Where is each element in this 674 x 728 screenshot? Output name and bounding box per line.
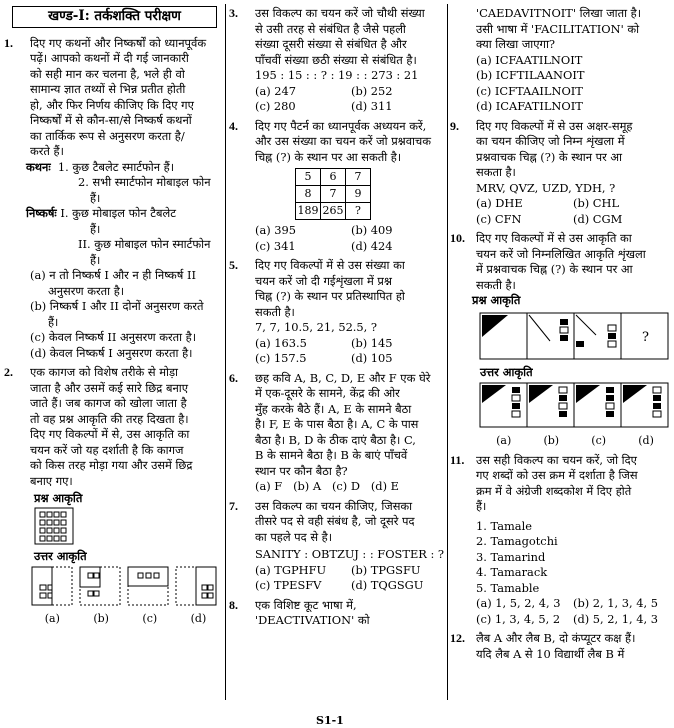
question-5 [229,258,447,367]
option-b-label[interactable]: (b) [543,434,560,447]
option-a[interactable]: (a) 247 [255,83,297,98]
q9-line: सकता है। [476,165,516,179]
option-d[interactable]: (d) 5, 2, 1, 4, 3 [573,611,659,626]
option-c[interactable]: (c) ICFTAAILNOIT [476,83,583,98]
q2-line: एक कागज को विशेष तरीके से मोड़ा [30,365,179,379]
statement-2-cont: हैं। [90,190,101,205]
q10-line: में प्रश्नवाचक चिह्न (?) के स्थान पर आ [476,262,633,276]
q6-line: स्थान पर कौन बैठा है? [255,463,348,478]
q3-expression: 195 : 15 : : ? : 19 : : 273 : 21 [255,68,419,82]
question-10 [450,231,670,309]
q2-line: जाता है और उसमें कई सारे छिद्र बनाए [30,380,189,395]
option-d[interactable]: (d) 311 [351,99,393,113]
question-2 [4,365,223,489]
option-d[interactable]: (d) ICAFATILNOIT [476,99,583,113]
option-c-label[interactable]: (c) [591,434,607,447]
option-c[interactable]: (c) 341 [255,238,296,253]
question-11 [450,453,670,628]
question-number: 10. [450,231,465,245]
question-number: 11. [450,452,465,467]
grid-cell: 6 [321,169,346,186]
column-divider [447,4,448,700]
q9-line: का चयन कीजिए जो निम्न शृंखला में [476,134,625,148]
question-number: 6. [229,370,238,385]
option-a[interactable]: (a) 163.5 [255,335,307,350]
question-number: 1. [4,35,13,50]
option-d[interactable]: (d) केवल निष्कर्ष I अनुसरण करता है। [30,345,193,360]
q9-series: MRV, QVZ, UZD, YDH, ? [476,180,616,195]
option-a-label[interactable]: (a) [496,434,512,447]
grid-cell: 265 [321,203,346,220]
q1-line: पढ़ें। आपको कथनों में दी गई जानकारी [30,51,189,65]
option-d[interactable]: (d) 105 [351,351,393,365]
column-3 [450,6,670,664]
question-12 [450,631,670,662]
question-number: 4. [229,118,238,133]
q3-line: संख्या दूसरी संख्या से संबंधित है और [255,37,407,51]
question-number: 8. [229,597,238,612]
q6-line: छह कवि A, B, C, D, E और F एक घेरे [255,370,431,385]
q9-line: दिए गए विकल्पों में से उस अक्षर-समूह [476,118,633,133]
grid-cell: 7 [346,169,371,186]
option-c-label[interactable]: (c) [142,612,158,625]
option-d-label[interactable]: (d) [190,612,207,625]
option-b[interactable]: (b) 145 [351,335,393,350]
q8-line: 'CAEDAVITNOIT' लिखा जाता है। [476,6,642,20]
question-number: 12. [450,631,465,645]
q6-line: है। F, E के पास बैठा है। A, C के पास [255,417,419,431]
q1-line: सामान्य ज्ञात तथ्यों से भिन्न प्रतीत होती [30,82,186,96]
q5-line: सकती है। [255,304,295,319]
option-b[interactable]: (b) 252 [351,83,393,98]
option-b[interactable]: (b) 409 [351,223,393,237]
figure-series-answers [450,381,670,429]
q5-line: चिह्न (?) के स्थान पर प्रतिस्थापित हो [255,289,405,303]
question-3 [229,6,447,115]
q8-line: क्या लिखा जाएगा? [476,37,556,51]
q2-line: दिए गए विकल्पों में से, उस आकृति का [30,427,190,441]
statement-1: 1. कुछ टैबलेट स्मार्टफोन हैं। [57,159,175,174]
q1-line: का तार्किक रूप से अनुसरण करता है/ [30,128,185,143]
conclusion-1: I. कुछ मोबाइल फोन टैबलेट [60,206,176,220]
q10-line: दिए गए विकल्पों में से उस आकृति का [476,231,632,245]
option-b-label[interactable]: (b) [93,612,109,625]
q6-line: B के सामने बैठा है। B के बाएं पाँचवें [255,448,408,462]
option-c[interactable]: (c) केवल निष्कर्ष II अनुसरण करता है। [30,330,197,344]
option-a[interactable]: (a) TGPHFU [255,562,327,577]
q7-line: तीसरे पद से वही संबंध है, जो दूसरे पद [255,514,415,528]
question-mark: ? [642,329,649,345]
q12-line: लैब A और लैब B, दो कंप्यूटर कक्ष हैं। [476,631,636,645]
q2-line: तो वह प्रश्न आकृति की तरह दिखता है। [30,411,189,426]
option-a[interactable]: (a) 1, 5, 2, 4, 3 [476,596,561,610]
question-number: 3. [229,6,238,20]
option-a-label[interactable]: (a) [44,612,60,625]
option-d[interactable]: (d) CGM [573,211,623,226]
grid-cell: 189 [296,203,321,220]
word-item: 3. Tamarind [476,549,546,564]
word-item: 1. Tamale [476,518,532,533]
conclusion-1-cont: हैं। [90,221,101,236]
q6-options[interactable]: (a) F (b) A (c) D (d) E [255,479,399,493]
question-8 [229,598,447,629]
answer-figure-label: उत्तर आकृति [34,549,87,563]
word-item: 4. Tamarack [476,565,548,579]
grid-cell: 8 [296,186,321,203]
q6-line: में एक-दूसरे के सामने, केंद्र की ओर [255,386,400,400]
option-c[interactable]: (c) CFN [476,211,522,226]
q2-line: बनाए गए। [30,473,73,488]
q1-line: दिए गए कथनों और निष्कर्षों को ध्यानपूर्वक [30,35,207,50]
q2-line: चयन करें जो यह दर्शाती है कि कागज [30,442,184,457]
word-item: 2. Tamagotchi [476,534,558,548]
option-b[interactable]: (b) निष्कर्ष I और II दोनों अनुसरण करते [30,299,204,313]
word-item: 5. Tamable [476,580,540,595]
q8-line: 'DEACTIVATION' को [255,613,370,627]
option-d-label[interactable]: (d) [638,434,654,447]
option-c[interactable]: (c) 1, 3, 4, 5, 2 [476,611,561,626]
conclusion-2-cont: हैं। [90,252,101,267]
option-b[interactable]: (b) CHL [573,196,620,210]
q4-line: चिह्न (?) के स्थान पर आ सकती है। [255,149,402,164]
option-a[interactable]: (a) DHE [476,196,523,210]
question-8-cont [450,6,670,115]
option-a-cont: अनुसरण करता है। [48,283,125,298]
column-2 [229,6,447,631]
question-1 [4,36,223,362]
answer-figure-label: उत्तर आकृति [480,365,533,379]
option-b[interactable]: (b) ICFTILAANOIT [476,68,585,82]
question-9 [450,119,670,228]
grid-cell: 7 [321,186,346,203]
question-number: 9. [450,118,459,133]
section-title: खण्ड-I: तर्कशक्ति परीक्षण [12,6,217,28]
conclusion-2: II. कुछ मोबाइल फोन स्मार्टफोन [78,237,211,251]
question-7 [229,499,447,594]
q1-line: हो, और फिर निर्णय कीजिए कि दिए गए [30,97,194,112]
q7-line: का पहले पद से है। [255,529,333,544]
q10-line: चयन करें जो निम्नलिखित आकृति शृंखला [476,246,646,261]
q6-line: मुँह करके बैठे हैं। A, E के सामने बैठा [255,401,412,416]
page-number: S1-1 [316,713,344,727]
q7-line: उस विकल्प का चयन कीजिए, जिसका [255,498,413,513]
option-b[interactable]: (b) TPGSFU [351,562,421,577]
q11-line: उस सही विकल्प का चयन करें, जो दिए [476,452,637,467]
option-b-cont: हैं। [48,314,59,329]
q2-line: को किस तरह मोड़ा गया और उसमें छिद्र [30,458,193,472]
option-c[interactable]: (c) TPESFV [255,578,322,592]
question-6 [229,371,447,495]
question-figure-label: प्रश्न आकृति [472,293,521,307]
q5-line: दिए गए विकल्पों में से उस संख्या का [255,258,405,272]
folded-paper-answer-figures [4,565,223,607]
q4-line: और उस संख्या का चयन करें जो प्रश्नवाचक [255,134,431,148]
option-c[interactable]: (c) 280 [255,99,296,113]
question-number: 7. [229,498,238,513]
option-d[interactable]: (d) 424 [351,238,393,253]
q8-line: एक विशिष्ट कूट भाषा में, [255,597,357,612]
number-pattern-grid [295,168,371,220]
q2-line: जाते हैं। जब कागज को खोला जाता है [30,396,187,410]
option-c[interactable]: (c) 157.5 [255,351,307,365]
q8-line: उसी भाषा में 'FACILITATION' को [476,21,640,36]
q1-line: को सही मान कर चलना है, भले ही वो [30,66,185,81]
kathan-label: कथनः [26,159,51,174]
q3-line: से उसी तरह से संबंधित है जैसे पहली [255,21,406,36]
question-figure-label: प्रश्न आकृति [34,491,83,505]
option-b[interactable]: (b) 2, 1, 3, 4, 5 [573,596,659,610]
grid-cell: ? [346,203,371,220]
grid-cell: 5 [296,169,321,186]
folded-paper-question-figure [34,507,74,545]
q5-series: 7, 7, 10.5, 21, 52.5, ? [255,320,378,334]
q3-line: पाँचवीं संख्या छठी संख्या से संबंधित है। [255,52,417,67]
q9-line: प्रश्नवाचक चिह्न (?) के स्थान पर आ [476,149,623,164]
q6-line: बैठा है। B, D के ठीक दाएं बैठा है। C, [255,432,416,447]
column-divider [225,4,226,700]
q7-expression: SANITY : OBTZUJ : : FOSTER : ? [255,547,445,561]
q10-line: सकती है। [476,277,516,292]
q1-line: करते हैं। [30,144,64,158]
q11-line: हैं। [476,499,487,513]
q12-line: यदि लैब A से 10 विद्यार्थी लैब B में [476,646,625,661]
figure-series-question [450,311,670,361]
grid-cell: 9 [346,186,371,203]
q5-line: चयन करें जो दी गईशृंखला में प्रश्न [255,273,392,288]
statement-2: 2. सभी स्मार्टफोन मोबाइल फोन [78,175,211,189]
q11-line: गए शब्दों को उस क्रम में दर्शाता है जिस [476,468,638,482]
q4-line: दिए गए पैटर्न का ध्यानपूर्वक अध्ययन करें, [255,118,427,133]
option-a[interactable]: (a) न तो निष्कर्ष I और न ही निष्कर्ष II [30,268,196,282]
question-number: 5. [229,258,238,272]
question-4 [229,119,447,255]
option-a[interactable]: (a) ICFAATILNOIT [476,52,583,67]
q3-line: उस विकल्प का चयन करें जो चौथी संख्या [255,6,425,20]
q1-line: निष्कर्षों में से कौन-सा/से निष्कर्ष कथनों [30,113,192,127]
option-d[interactable]: (d) TQGSGU [351,578,424,592]
question-number: 2. [4,365,13,379]
column-1 [4,6,223,627]
option-a[interactable]: (a) 395 [255,223,297,237]
nishkarsh-label: निष्कर्षः [26,206,57,220]
q11-line: क्रम में वे अंग्रेजी शब्दकोश में दिए होते [476,483,632,498]
